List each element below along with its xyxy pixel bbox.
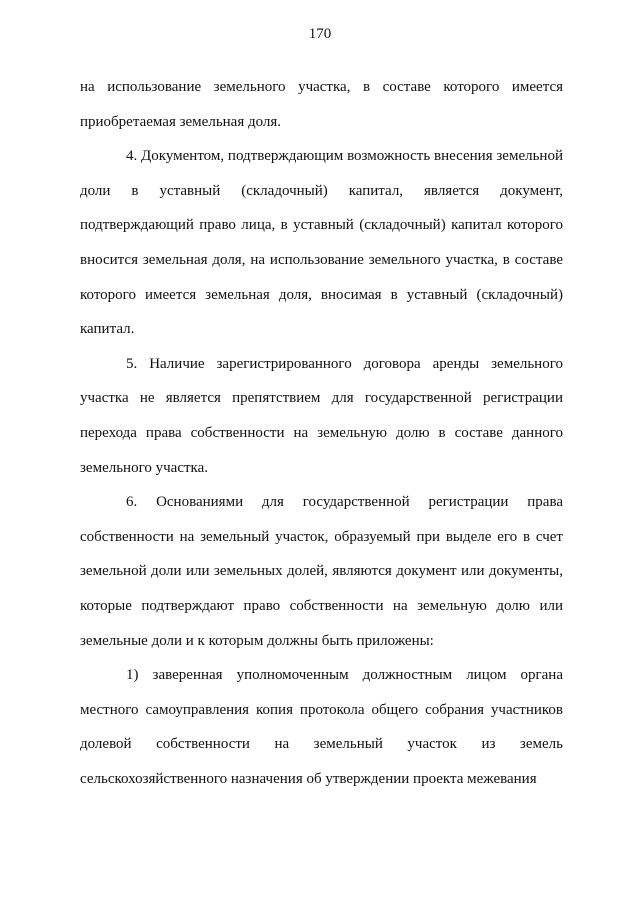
paragraph-continuation: на использование земельного участка, в составе которого имеется приобретаемая земельная доля. (80, 79, 563, 130)
paragraph-subitem-1: 1) заверенная уполномоченным должностным лицом органа местного самоуправления копия протокола общего собрания участников долевой собственности на земельный участок из земель сельскохозяйственного назначения об утверждении проекта межевания (80, 667, 563, 787)
paragraph-item-6: 6. Основаниями для государственной регистрации права собственности на земельный участок, образуемый при выделе его в счет земельной доли или земельных долей, являются документ или документы, которые подтверждают право собственности на земельную долю или земельные доли и к которым должны быть приложены: (80, 494, 563, 649)
paragraph-item-4: 4. Документом, подтверждающим возможность внесения земельной доли в уставный (складочный) капитал, является документ, подтверждающий право лица, в уставный (складочный) капитал которого вносится земельная доля, на использование земельного участка, в составе которого имеется земельная доля, вносимая в уставный (складочный) капитал. (80, 148, 563, 338)
page-number: 170 (308, 26, 332, 42)
paragraph-item-5: 5. Наличие зарегистрированного договора аренды земельного участка не является препятствием для государственной регистрации перехода права собственности на земельную долю в составе данного земельного участка. (80, 355, 563, 476)
body-text (80, 70, 563, 796)
